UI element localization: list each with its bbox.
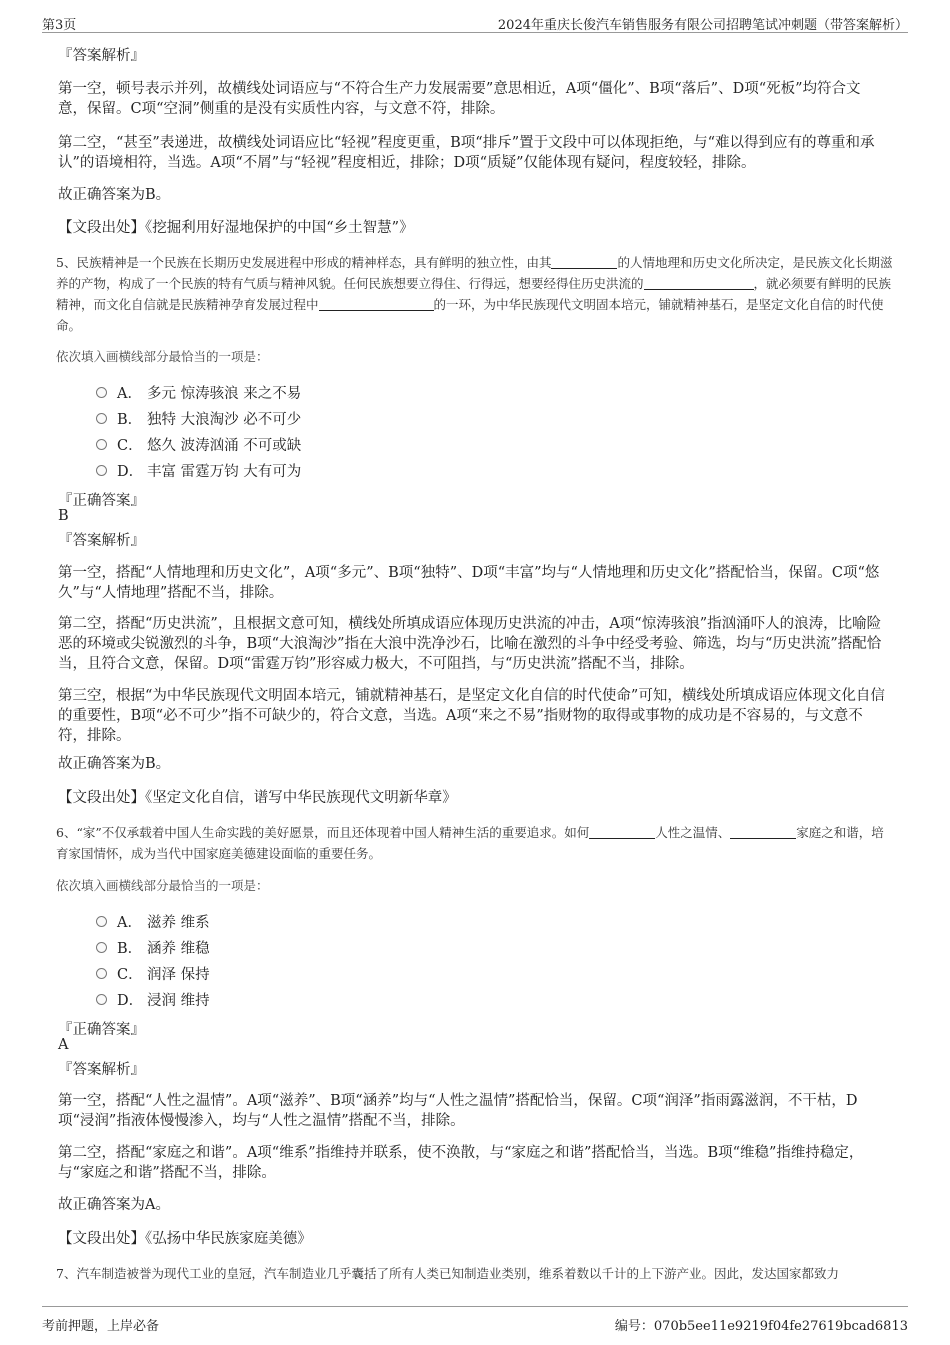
q6-option-c[interactable]: C． 润泽 保持 [96, 963, 210, 983]
q6-option-a[interactable]: A． 滋养 维系 [96, 911, 210, 931]
q5-conclusion: 故正确答案为B。 [58, 756, 171, 772]
radio-icon[interactable] [96, 413, 107, 424]
q5-source: 【文段出处】《坚定文化自信，谱写中华民族现代文明新华章》 [58, 790, 457, 806]
document-title: 2024年重庆长俊汽车销售服务有限公司招聘笔试冲刺题（带答案解析） [497, 18, 908, 33]
blank [319, 296, 434, 311]
q5-analysis-label: 『答案解析』 [58, 533, 145, 549]
radio-icon[interactable] [96, 916, 107, 927]
q5-analysis-p3: 第三空，根据“为中华民族现代文明固本培元，铺就精神基石，是坚定文化自信的时代使命”可知，横线处所填成语应体现文化自信的重要性，B项“必不可少”指不可缺少的，符合文意，当选。A项“来之不易”指财物的取得或事物的成功是不容易的，与文意不符，排除。 [58, 688, 885, 744]
q5-analysis-p2: 第二空，搭配“历史洪流”，且根据文意可知，横线处所填成语应体现历史洪流的冲击，A项“惊涛骇浪”指汹涌吓人的浪涛，比喻险恶的环境或尖锐激烈的斗争，B项“大浪淘沙”指在大浪中洗净沙石，比喻在激烈的斗争中经受考验、筛选，均与“历史洪流”搭配恰当，且符合文意，保留。D项“雷霆万钧”形容威力极大，不可阻挡，与“历史洪流”搭配不当，排除。 [58, 616, 882, 672]
q4-conclusion: 故正确答案为B。 [58, 187, 171, 203]
q6-analysis-p1: 第一空，搭配“人性之温情”。A项“滋养”、B项“涵养”均与“人性之温情”搭配恰当，保留。C项“润泽”指雨露滋润，不干枯，D项“浸润”指液体慢慢渗入，均与“人性之温情”搭配不当，排除。 [58, 1093, 858, 1129]
q4-source: 【文段出处】《挖掘利用好湿地保护的中国“乡土智慧”》 [58, 220, 414, 236]
q7-question: 7、汽车制造被誉为现代工业的皇冠，汽车制造业几乎囊括了所有人类已知制造业类别，维系着数以千计的上下游产业。因此，发达国家都致力 [56, 1266, 839, 1281]
radio-icon[interactable] [96, 994, 107, 1005]
radio-icon[interactable] [96, 465, 107, 476]
document-id: 编号：070b5ee11e9219f04fe27619bcad6813 [614, 1319, 908, 1334]
q5-prompt: 依次填入画横线部分最恰当的一项是： [56, 349, 269, 364]
q5-question: 5、民族精神是一个民族在长期历史发展进程中形成的精神样态，具有鲜明的独立性，由其 的人情地理和历史文化所决定，是民族文化长期滋养的产物，构成了一个民族的特有气质与精神风貌。任何民族想要立得住、行得远，想要经得住历史洪流的 ，就必须要有鲜明的民族精神，而文化自信就是民族精神孕育发展过程中 的一环，为中华民族现代文明固本培元，铺就精神基石，是坚定文化自信的时代使命。 [56, 255, 893, 333]
radio-icon[interactable] [96, 439, 107, 450]
q6-question: 6、“家”不仅承载着中国人生命实践的美好愿景，而且还体现着中国人精神生活的重要追求。如何 人性之温情、 家庭之和谐，培育家国情怀，成为当代中国家庭美德建设面临的重要任务。 [56, 825, 884, 861]
radio-icon[interactable] [96, 387, 107, 398]
q6-correct-label: 『正确答案』 [58, 1022, 145, 1038]
page-number: 第3页 [42, 18, 77, 33]
q4-analysis-p1: 第一空，顿号表示并列，故横线处词语应与“不符合生产力发展需要”意思相近，A项“僵化”、B项“落后”、D项“死板”均符合文意，保留。C项“空洞”侧重的是没有实质性内容，与文意不符，排除。 [58, 81, 861, 117]
q6-analysis-label: 『答案解析』 [58, 1062, 145, 1078]
footer-slogan: 考前押题，上岸必备 [42, 1319, 160, 1334]
q6-analysis-p2: 第二空，搭配“家庭之和谐”。A项“维系”指维持并联系，使不涣散，与“家庭之和谐”搭配恰当，当选。B项“维稳”指维持稳定，与“家庭之和谐”搭配不当，排除。 [58, 1145, 864, 1181]
q5-option-b[interactable]: B． 独特 大浪淘沙 必不可少 [96, 408, 301, 428]
page-header [42, 10, 908, 33]
blank [551, 254, 617, 269]
radio-icon[interactable] [96, 942, 107, 953]
q5-correct-label: 『正确答案』 [58, 493, 145, 509]
q6-conclusion: 故正确答案为A。 [58, 1197, 170, 1213]
q6-source: 【文段出处】《弘扬中华民族家庭美德》 [58, 1231, 312, 1247]
radio-icon[interactable] [96, 968, 107, 979]
q6-option-b[interactable]: B． 涵养 维稳 [96, 937, 210, 957]
q6-prompt: 依次填入画横线部分最恰当的一项是： [56, 878, 269, 893]
q6-option-d[interactable]: D． 浸润 维持 [96, 989, 210, 1009]
page-footer [42, 1306, 908, 1334]
blank [589, 824, 655, 839]
q5-option-c[interactable]: C． 悠久 波涛汹涌 不可或缺 [96, 434, 301, 454]
q5-option-a[interactable]: A． 多元 惊涛骇浪 来之不易 [96, 382, 301, 402]
q4-analysis-p2: 第二空，“甚至”表递进，故横线处词语应比“轻视”程度更重，B项“排斥”置于文段中可以体现拒绝，与“难以得到应有的尊重和承认”的语境相符，当选。A项“不屑”与“轻视”程度相近，排除；D项“质疑”仅能体现有疑问，程度较轻，排除。 [58, 135, 875, 171]
blank [730, 824, 796, 839]
q5-analysis-p1: 第一空，搭配“人情地理和历史文化”，A项“多元”、B项“独特”、D项“丰富”均与“人情地理和历史文化”搭配恰当，保留。C项“悠久”与“人情地理”搭配不当，排除。 [58, 565, 880, 601]
q6-correct-answer: A [58, 1037, 69, 1053]
q4-analysis-label: 『答案解析』 [58, 48, 145, 64]
q5-correct-answer: B [58, 508, 69, 524]
blank [644, 275, 754, 290]
q5-option-d[interactable]: D． 丰富 雷霆万钧 大有可为 [96, 460, 301, 480]
